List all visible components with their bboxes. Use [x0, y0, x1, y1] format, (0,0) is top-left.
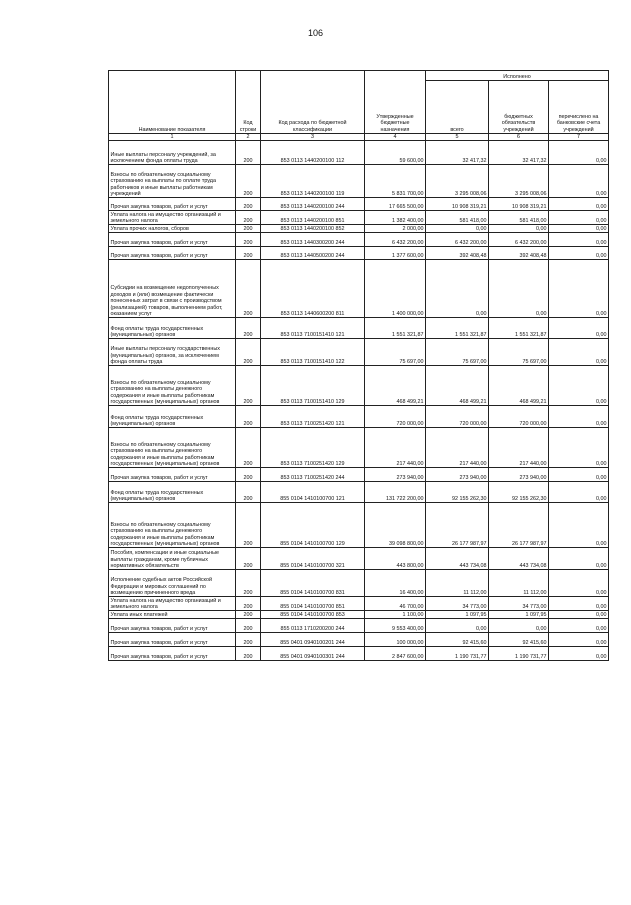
row-name: Взносы по обязательному социальному страхованию на выплаты по оплате труда работников и иные выплаты работникам учреждений	[109, 165, 236, 198]
row-name: Прочая закупка товаров, работ и услуг	[109, 198, 236, 211]
table-row	[109, 468, 609, 482]
row-budget-code: 855 0104 1410100700 853	[261, 611, 365, 619]
row-approved: 1 400 000,00	[365, 260, 426, 318]
row-budget-code: 855 0401 0940100301 244	[261, 647, 365, 661]
row-budget-institutions: 75 697,00	[489, 339, 549, 366]
row-approved: 1 100,00	[365, 611, 426, 619]
column-number: 2	[236, 134, 261, 141]
column-number: 5	[426, 134, 489, 141]
table-row	[109, 165, 609, 198]
row-line-code: 200	[236, 570, 261, 597]
row-budget-institutions: 581 418,00	[489, 211, 549, 225]
row-approved: 17 665 500,00	[365, 198, 426, 211]
row-name: Уплата прочих налогов, сборов	[109, 225, 236, 233]
row-budget-institutions: 392 408,48	[489, 247, 549, 260]
row-approved: 1 377 600,00	[365, 247, 426, 260]
row-bank-accounts: 0,00	[549, 548, 609, 570]
row-budget-code: 853 0113 7100151410 121	[261, 318, 365, 339]
row-budget-code: 855 0401 0940100201 244	[261, 633, 365, 647]
row-name: Взносы по обязательному социальному страхованию на выплаты денежного содержания и иные выплаты работникам государственных (муниципальных) органов	[109, 503, 236, 548]
row-bank-accounts: 0,00	[549, 468, 609, 482]
header-name: Наименование показателя	[109, 71, 236, 134]
table-row	[109, 611, 609, 619]
row-name: Уплата налога на имущество организаций и земельного налога	[109, 597, 236, 611]
row-budget-code: 853 0113 7100151410 129	[261, 366, 365, 406]
row-approved: 6 432 200,00	[365, 233, 426, 247]
row-total: 10 908 319,21	[426, 198, 489, 211]
row-name: Прочая закупка товаров, работ и услуг	[109, 468, 236, 482]
row-bank-accounts: 0,00	[549, 211, 609, 225]
row-bank-accounts: 0,00	[549, 225, 609, 233]
row-total: 75 697,00	[426, 339, 489, 366]
column-number: 6	[489, 134, 549, 141]
row-line-code: 200	[236, 339, 261, 366]
row-bank-accounts: 0,00	[549, 647, 609, 661]
row-approved: 1 382 400,00	[365, 211, 426, 225]
table-row	[109, 318, 609, 339]
table-row	[109, 233, 609, 247]
row-total: 3 295 008,06	[426, 165, 489, 198]
column-number: 4	[365, 134, 426, 141]
row-name: Иные выплаты персоналу государственных (муниципальных) органов, за исключением фонда оплаты труда	[109, 339, 236, 366]
row-bank-accounts: 0,00	[549, 597, 609, 611]
row-bank-accounts: 0,00	[549, 611, 609, 619]
row-bank-accounts: 0,00	[549, 366, 609, 406]
table-row	[109, 141, 609, 165]
row-name: Исполнение судебных актов Российской Федерации и мировых соглашений по возмещению причиненного вреда	[109, 570, 236, 597]
row-approved: 131 722 200,00	[365, 482, 426, 503]
row-total: 0,00	[426, 619, 489, 633]
row-budget-code: 853 0113 1440200100 112	[261, 141, 365, 165]
row-line-code: 200	[236, 548, 261, 570]
row-budget-institutions: 92 155 262,30	[489, 482, 549, 503]
row-approved: 16 400,00	[365, 570, 426, 597]
table-row	[109, 260, 609, 318]
row-approved: 1 551 321,87	[365, 318, 426, 339]
row-approved: 59 600,00	[365, 141, 426, 165]
row-budget-institutions: 273 940,00	[489, 468, 549, 482]
column-number: 1	[109, 134, 236, 141]
row-bank-accounts: 0,00	[549, 260, 609, 318]
row-approved: 39 098 800,00	[365, 503, 426, 548]
row-total: 0,00	[426, 225, 489, 233]
column-number: 3	[261, 134, 365, 141]
row-name: Уплата налога на имущество организаций и земельного налога	[109, 211, 236, 225]
row-name: Пособия, компенсации и иные социальные выплаты гражданам, кроме публичных нормативных обязательств	[109, 548, 236, 570]
row-total: 92 415,60	[426, 633, 489, 647]
table-row	[109, 482, 609, 503]
row-name: Уплата иных платежей	[109, 611, 236, 619]
row-total: 34 773,00	[426, 597, 489, 611]
row-budget-code: 855 0104 1410100700 121	[261, 482, 365, 503]
row-line-code: 200	[236, 633, 261, 647]
page-number: 106	[307, 28, 324, 38]
row-name: Прочая закупка товаров, работ и услуг	[109, 247, 236, 260]
row-line-code: 200	[236, 233, 261, 247]
row-budget-code: 853 0113 1440600200 811	[261, 260, 365, 318]
row-name: Прочая закупка товаров, работ и услуг	[109, 233, 236, 247]
row-bank-accounts: 0,00	[549, 165, 609, 198]
table-row	[109, 211, 609, 225]
row-bank-accounts: 0,00	[549, 141, 609, 165]
row-line-code: 200	[236, 247, 261, 260]
row-total: 0,00	[426, 260, 489, 318]
row-total: 1 551 321,87	[426, 318, 489, 339]
row-budget-institutions: 1 551 321,87	[489, 318, 549, 339]
row-line-code: 200	[236, 318, 261, 339]
row-budget-code: 853 0113 7100251420 244	[261, 468, 365, 482]
row-total: 720 000,00	[426, 406, 489, 428]
row-budget-institutions: 1 190 731,77	[489, 647, 549, 661]
row-bank-accounts: 0,00	[549, 198, 609, 211]
row-approved: 5 831 700,00	[365, 165, 426, 198]
row-approved: 9 553 400,00	[365, 619, 426, 633]
row-budget-institutions: 1 097,95	[489, 611, 549, 619]
header-budget-code: Код расхода по бюджетной классификации	[261, 71, 365, 134]
row-budget-code: 855 0104 1410100700 831	[261, 570, 365, 597]
row-name: Взносы по обязательному социальному страхованию на выплаты денежного содержания и иные выплаты работникам государственных (муниципальных) органов	[109, 366, 236, 406]
row-name: Иные выплаты персоналу учреждений, за исключением фонда оплаты труда	[109, 141, 236, 165]
table-header	[109, 71, 609, 134]
row-budget-institutions: 34 773,00	[489, 597, 549, 611]
row-budget-institutions: 3 295 008,06	[489, 165, 549, 198]
row-budget-code: 855 0113 1710200200 244	[261, 619, 365, 633]
header-total: всего	[426, 81, 489, 134]
row-approved: 720 000,00	[365, 406, 426, 428]
row-line-code: 200	[236, 647, 261, 661]
table-row	[109, 428, 609, 468]
row-name: Прочая закупка товаров, работ и услуг	[109, 633, 236, 647]
row-budget-institutions: 26 177 987,97	[489, 503, 549, 548]
row-approved: 468 499,21	[365, 366, 426, 406]
table-row	[109, 225, 609, 233]
row-line-code: 200	[236, 260, 261, 318]
row-name: Взносы по обязательному социальному страхованию на выплаты денежного содержания и иные выплаты работникам государственных (муниципальных) органов	[109, 428, 236, 468]
table-row	[109, 503, 609, 548]
row-bank-accounts: 0,00	[549, 503, 609, 548]
row-total: 26 177 987,97	[426, 503, 489, 548]
row-line-code: 200	[236, 211, 261, 225]
row-approved: 273 940,00	[365, 468, 426, 482]
header-line-code: Код строки	[236, 71, 261, 134]
table-row	[109, 570, 609, 597]
table-row	[109, 247, 609, 260]
row-approved: 75 697,00	[365, 339, 426, 366]
row-budget-institutions: 6 432 200,00	[489, 233, 549, 247]
row-budget-code: 853 0113 1440200100 852	[261, 225, 365, 233]
row-bank-accounts: 0,00	[549, 619, 609, 633]
header-approved: Утвержденные бюджетные назначения	[365, 71, 426, 134]
row-budget-institutions: 0,00	[489, 619, 549, 633]
header-bank-accounts: перечислено на банковские счета учреждений	[549, 81, 609, 134]
row-line-code: 200	[236, 198, 261, 211]
row-line-code: 200	[236, 406, 261, 428]
row-name: Прочая закупка товаров, работ и услуг	[109, 647, 236, 661]
row-bank-accounts: 0,00	[549, 318, 609, 339]
row-total: 1 097,95	[426, 611, 489, 619]
row-total: 443 734,08	[426, 548, 489, 570]
row-budget-institutions: 720 000,00	[489, 406, 549, 428]
table-row	[109, 633, 609, 647]
row-bank-accounts: 0,00	[549, 406, 609, 428]
row-bank-accounts: 0,00	[549, 633, 609, 647]
row-total: 32 417,32	[426, 141, 489, 165]
row-approved: 443 800,00	[365, 548, 426, 570]
row-line-code: 200	[236, 611, 261, 619]
row-total: 92 155 262,30	[426, 482, 489, 503]
row-budget-code: 853 0113 1440200100 244	[261, 198, 365, 211]
row-bank-accounts: 0,00	[549, 339, 609, 366]
row-line-code: 200	[236, 165, 261, 198]
row-line-code: 200	[236, 225, 261, 233]
row-total: 392 408,48	[426, 247, 489, 260]
row-line-code: 200	[236, 482, 261, 503]
row-budget-code: 853 0113 7100151410 122	[261, 339, 365, 366]
row-bank-accounts: 0,00	[549, 570, 609, 597]
row-line-code: 200	[236, 428, 261, 468]
row-name: Фонд оплаты труда государственных (муниципальных) органов	[109, 318, 236, 339]
row-line-code: 200	[236, 141, 261, 165]
table-row	[109, 548, 609, 570]
row-approved: 2 000,00	[365, 225, 426, 233]
column-number: 7	[549, 134, 609, 141]
row-total: 581 418,00	[426, 211, 489, 225]
row-name: Прочая закупка товаров, работ и услуг	[109, 619, 236, 633]
table-row	[109, 339, 609, 366]
row-budget-institutions: 32 417,32	[489, 141, 549, 165]
table-row	[109, 406, 609, 428]
row-budget-code: 853 0113 7100251420 129	[261, 428, 365, 468]
table-row	[109, 647, 609, 661]
table-row	[109, 597, 609, 611]
row-name: Фонд оплаты труда государственных (муниципальных) органов	[109, 406, 236, 428]
row-budget-institutions: 11 112,00	[489, 570, 549, 597]
row-line-code: 200	[236, 366, 261, 406]
column-numbers-row	[109, 134, 609, 141]
row-total: 1 190 731,77	[426, 647, 489, 661]
row-budget-institutions: 10 908 319,21	[489, 198, 549, 211]
table-row	[109, 619, 609, 633]
row-approved: 46 700,00	[365, 597, 426, 611]
row-name: Фонд оплаты труда государственных (муниципальных) органов	[109, 482, 236, 503]
table-row	[109, 366, 609, 406]
row-bank-accounts: 0,00	[549, 482, 609, 503]
row-approved: 217 440,00	[365, 428, 426, 468]
row-bank-accounts: 0,00	[549, 233, 609, 247]
row-line-code: 200	[236, 597, 261, 611]
row-total: 468 499,21	[426, 366, 489, 406]
row-budget-institutions: 443 734,08	[489, 548, 549, 570]
row-total: 11 112,00	[426, 570, 489, 597]
budget-execution-table	[108, 70, 609, 661]
row-bank-accounts: 0,00	[549, 428, 609, 468]
row-total: 273 940,00	[426, 468, 489, 482]
row-budget-institutions: 468 499,21	[489, 366, 549, 406]
row-budget-code: 855 0104 1410100700 851	[261, 597, 365, 611]
row-budget-code: 853 0113 7100251420 121	[261, 406, 365, 428]
row-line-code: 200	[236, 619, 261, 633]
row-budget-code: 853 0113 1440300200 244	[261, 233, 365, 247]
row-total: 217 440,00	[426, 428, 489, 468]
row-total: 6 432 200,00	[426, 233, 489, 247]
table-body	[109, 134, 609, 661]
row-budget-institutions: 217 440,00	[489, 428, 549, 468]
row-line-code: 200	[236, 468, 261, 482]
row-bank-accounts: 0,00	[549, 247, 609, 260]
row-budget-code: 853 0113 1440200100 119	[261, 165, 365, 198]
table-row	[109, 198, 609, 211]
row-budget-institutions: 92 415,60	[489, 633, 549, 647]
row-approved: 2 847 600,00	[365, 647, 426, 661]
row-budget-code: 853 0113 1440200100 851	[261, 211, 365, 225]
row-name: Субсидии на возмещение недополученных доходов и (или) возмещение фактически понесенных затрат в связи с производством (реализацией) товаров, выполнением работ, оказанием услуг	[109, 260, 236, 318]
row-budget-code: 853 0113 1440500200 244	[261, 247, 365, 260]
row-approved: 100 000,00	[365, 633, 426, 647]
row-budget-institutions: 0,00	[489, 225, 549, 233]
row-line-code: 200	[236, 503, 261, 548]
row-budget-code: 855 0104 1410100700 129	[261, 503, 365, 548]
row-budget-code: 855 0104 1410100700 321	[261, 548, 365, 570]
header-budget-institutions: бюджетных обязательств учреждений	[489, 81, 549, 134]
header-executed: Исполнено	[426, 71, 609, 81]
row-budget-institutions: 0,00	[489, 260, 549, 318]
